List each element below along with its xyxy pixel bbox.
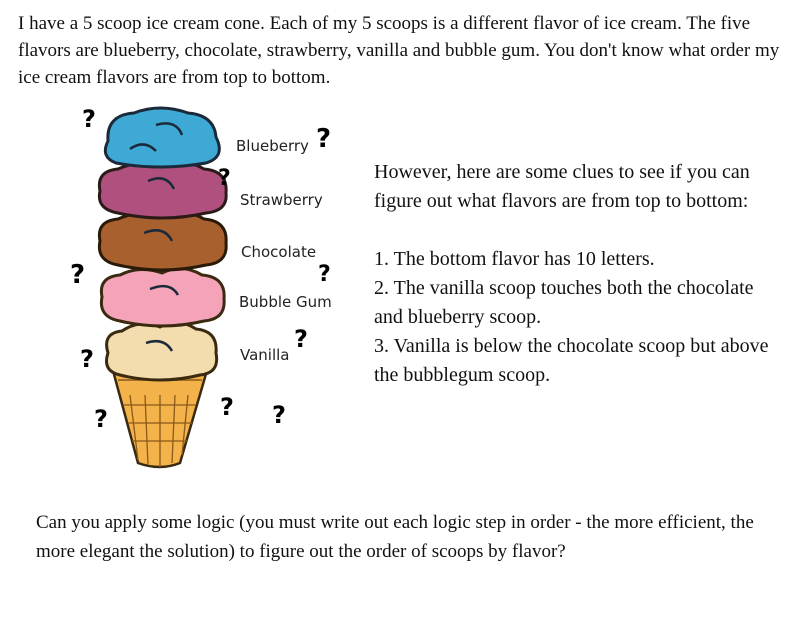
question-mark: ? xyxy=(80,345,94,373)
question-mark: ? xyxy=(218,166,231,191)
intro-paragraph: I have a 5 scoop ice cream cone. Each of my 5 scoops is a different flavor of ice cream. The five flavors are blueberry, chocolate, strawberry, vanilla and bubble gum. You don't know what order my ice cream flavors are from top to bottom. xyxy=(18,13,780,88)
question-mark: ? xyxy=(94,405,108,433)
clues-lead: However, here are some clues to see if you can figure out what flavors are from top to bottom: xyxy=(374,161,750,212)
question-mark: ? xyxy=(316,124,332,154)
logic-question: Can you apply some logic (you must write out each logic step in order - the more efficient, the more elegant the solution) to figure out the order of scoops by flavor? xyxy=(36,512,754,562)
question-mark: ? xyxy=(220,393,234,421)
vanilla-scoop xyxy=(107,322,217,380)
clue-item: 2. The vanilla scoop touches both the chocolate and blueberry scoop. xyxy=(374,277,754,328)
clues-section xyxy=(374,158,774,390)
clue-item: 3. Vanilla is below the chocolate scoop but above the bubblegum scoop. xyxy=(374,335,769,386)
chocolate-scoop xyxy=(99,212,226,270)
label-strawberry: Strawberry xyxy=(240,191,323,209)
strawberry-scoop xyxy=(99,162,226,218)
question-mark: ? xyxy=(294,325,308,353)
label-bubble-gum: Bubble Gum xyxy=(239,293,332,311)
label-blueberry: Blueberry xyxy=(236,137,309,155)
clue-item: 1. The bottom flavor has 10 letters. xyxy=(374,248,655,270)
cone xyxy=(112,367,208,467)
question-mark: ? xyxy=(272,401,286,429)
bubble-gum-scoop xyxy=(101,268,224,326)
ice-cream-cone-illustration xyxy=(60,105,360,475)
question-mark: ? xyxy=(70,260,86,290)
question-mark: ? xyxy=(318,262,331,287)
question-mark: ? xyxy=(82,105,96,133)
label-chocolate: Chocolate xyxy=(241,243,317,261)
ice-cream-cone-drawing xyxy=(60,105,360,475)
label-vanilla: Vanilla xyxy=(240,346,290,364)
clue-list xyxy=(374,245,774,390)
blueberry-scoop xyxy=(105,108,219,167)
